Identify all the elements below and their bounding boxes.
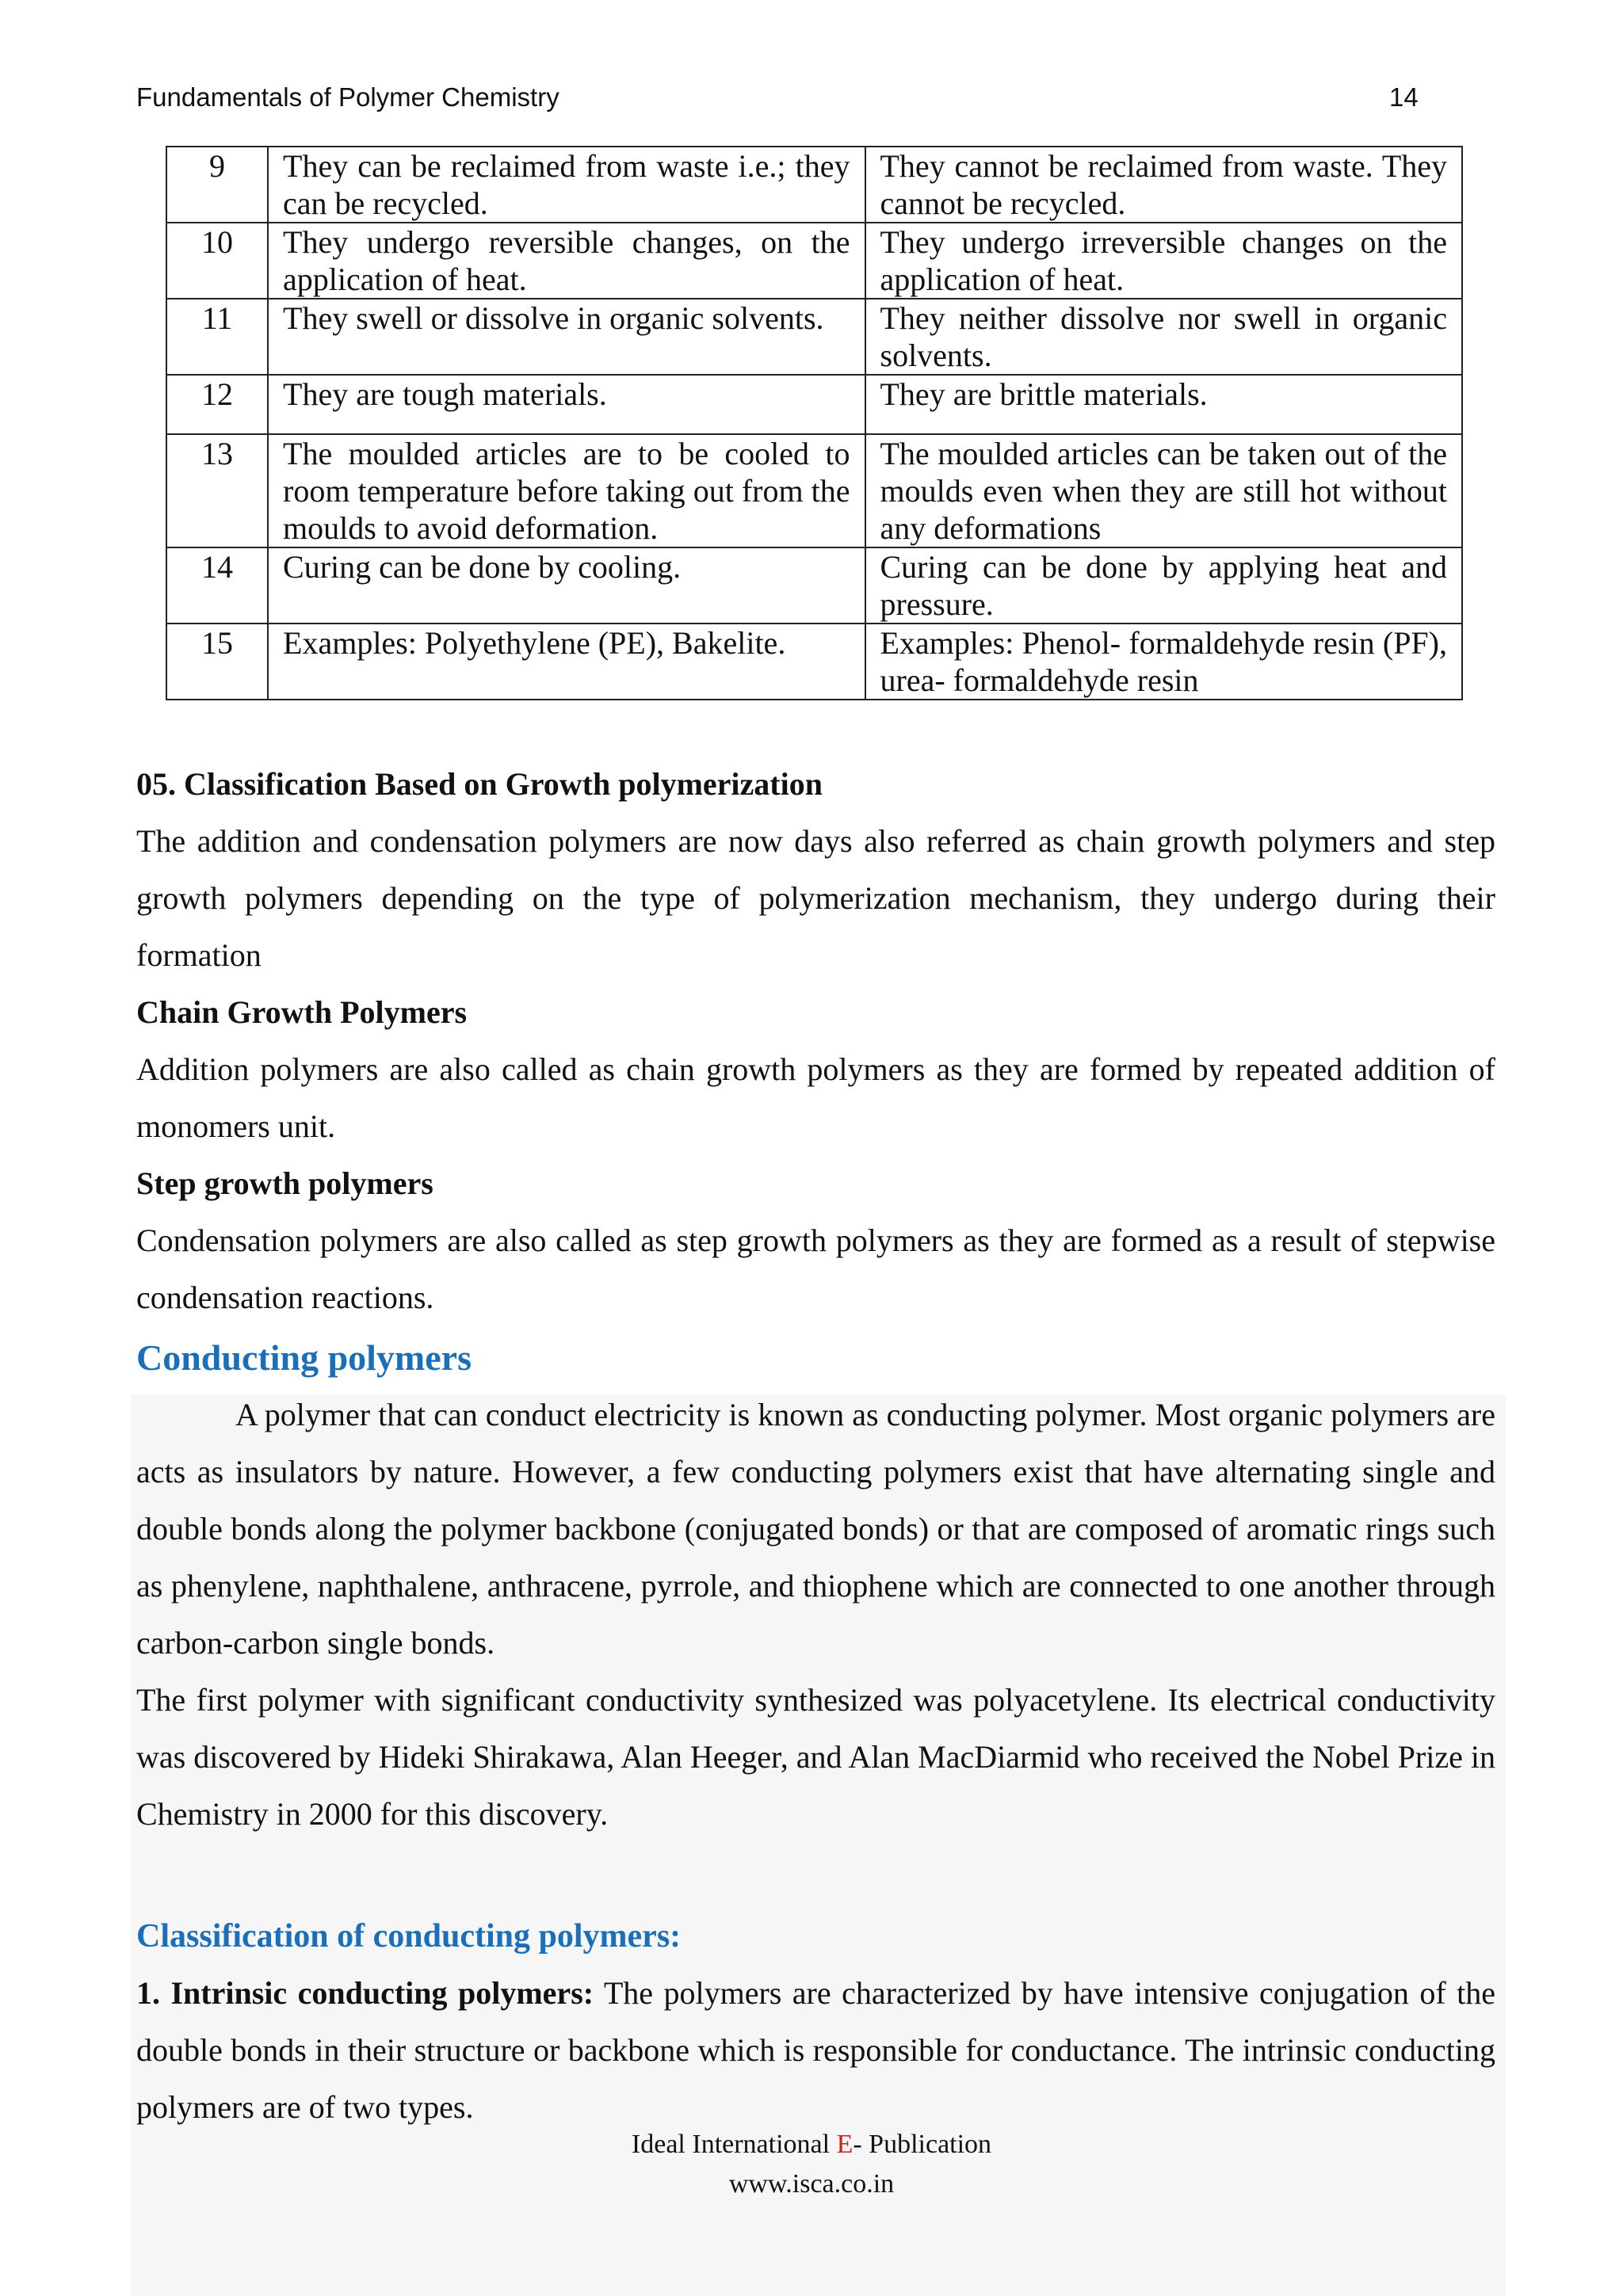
publisher-name: Ideal International [631,2130,837,2159]
thermoplastic-cell: The moulded articles are to be cooled to room temperature before taking out from the moulds to avoid deformation. [268,434,865,547]
table-row [166,547,1462,624]
page-footer [0,2125,1623,2204]
classification-item-1 [136,1965,1495,2136]
section-conducting-polymers [136,1329,1495,1843]
item-label: 1. Intrinsic conducting polymers: [136,1975,594,2011]
step-growth-heading: Step growth polymers [136,1165,433,1201]
website-link[interactable]: www.isca.co.in [728,2169,895,2199]
thermoplastic-cell: They are tough materials. [268,375,865,434]
row-number: 9 [166,147,268,223]
row-number: 12 [166,375,268,434]
book-title: Fundamentals of Polymer Chemistry [136,82,559,112]
comparison-table [166,146,1463,700]
step-growth-text: Condensation polymers are also called as step growth polymers as they are formed as a result of stepwise condensation reactions. [136,1222,1495,1315]
page-number: 14 [1389,82,1419,112]
thermosetting-cell: Curing can be done by applying heat and pressure. [865,547,1463,624]
row-number: 14 [166,547,268,624]
conducting-heading: Conducting polymers [136,1337,472,1378]
table-row [166,223,1462,299]
section-intro: The addition and condensation polymers are now days also referred as chain growth polymers and step growth polymers depending on the type of polymerization mechanism, they undergo during their formation [136,823,1495,973]
thermosetting-cell: They are brittle materials. [865,375,1463,434]
conducting-paragraph-2: The first polymer with significant conductivity synthesized was polyacetylene. Its electrical conductivity was discovered by Hideki Shirakawa, Alan Heeger, and Alan MacDiarmid who received the Nobel Prize in Chemistry in 2000 for this discovery. [136,1682,1495,1832]
row-number: 13 [166,434,268,547]
thermosetting-cell: They undergo irreversible changes on the application of heat. [865,223,1463,299]
thermosetting-cell: They cannot be reclaimed from waste. They cannot be recycled. [865,147,1463,223]
conducting-paragraph-1: A polymer that can conduct electricity is known as conducting polymer. Most organic polymers are acts as insulators by nature. However, a few conducting polymers exist that have alternating single and double bonds along the polymer backbone (conjugated bonds) or that are composed of aromatic rings such as phenylene, naphthalene, anthracene, pyrrole, and thiophene which are connected to one another through carbon-carbon single bonds. [136,1397,1495,1661]
thermoplastic-cell: They swell or dissolve in organic solvents. [268,299,865,375]
table-row [166,375,1462,434]
row-number: 11 [166,299,268,375]
row-number: 10 [166,223,268,299]
thermosetting-cell: Examples: Phenol- formaldehyde resin (PF), urea- formaldehyde resin [865,624,1463,700]
chain-growth-heading: Chain Growth Polymers [136,994,468,1030]
section-classification [136,1908,1495,2136]
section-growth-polymerization [136,756,1495,1326]
publisher-suffix: - Publication [853,2130,992,2159]
thermosetting-cell: The moulded articles can be taken out of the moulds even when they are still hot without any deformations [865,434,1463,547]
thermoplastic-cell: Curing can be done by cooling. [268,547,865,624]
publisher-e: E [836,2130,854,2159]
thermoplastic-cell: Examples: Polyethylene (PE), Bakelite. [268,624,865,700]
table-row [166,434,1462,547]
thermoplastic-cell: They can be reclaimed from waste i.e.; they can be recycled. [268,147,865,223]
row-number: 15 [166,624,268,700]
section-heading: 05. Classification Based on Growth polymerization [136,766,823,802]
item-text: The polymers are characterized by have intensive conjugation of the double bonds in their structure or backbone which is responsible for conductance. The intrinsic conducting polymers are of two types. [136,1975,1495,2125]
chain-growth-text: Addition polymers are also called as chain growth polymers as they are formed by repeated addition of monomers unit. [136,1051,1495,1144]
table-row [166,299,1462,375]
table-row [166,624,1462,700]
thermosetting-cell: They neither dissolve nor swell in organic solvents. [865,299,1463,375]
table-row [166,147,1462,223]
publisher-line [0,2125,1623,2164]
running-header [136,82,1420,117]
thermoplastic-cell: They undergo reversible changes, on the application of heat. [268,223,865,299]
classification-heading: Classification of conducting polymers: [136,1918,682,1955]
